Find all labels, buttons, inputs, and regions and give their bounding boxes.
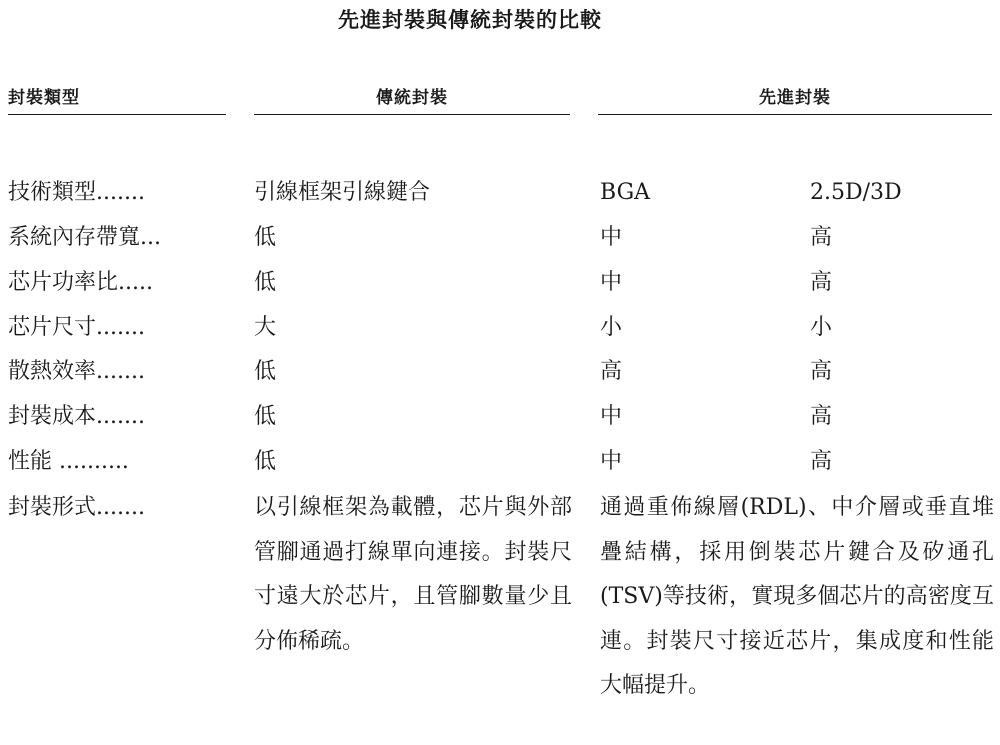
advanced-performance-a: 中 (600, 449, 623, 474)
advanced-package-form: 通過重佈線層(RDL)、中介層或垂直堆疊結構，採用倒裝芯片鍵合及矽通孔(TSV)等技術，實現多個芯片的高密度互連。封裝尺寸接近芯片，集成度和性能大幅提升。 (600, 495, 994, 698)
row-label-power-ratio: 芯片功率比..... (8, 270, 153, 295)
advanced-heat-efficiency-a: 高 (600, 359, 623, 384)
advanced-chip-size-b: 小 (810, 315, 833, 340)
traditional-package-form: 以引線框架為載體，芯片與外部管腳通過打線單向連接。封裝尺寸遠大於芯片，且管腳數量少且分佈稀疏。 (254, 495, 572, 654)
row-label-technology: 技術類型....... (8, 180, 145, 205)
row-label-package-form: 封裝形式....... (8, 495, 145, 520)
row-label-chip-size: 芯片尺寸....... (8, 315, 145, 340)
advanced-memory-bandwidth-b: 高 (810, 225, 833, 250)
page-title: 先進封裝與傳統封裝的比較 (338, 8, 602, 32)
row-label-memory-bandwidth: 系統內存帶寬... (8, 225, 161, 250)
advanced-technology-a: BGA (600, 180, 651, 205)
row-label-performance: 性能 .......... (8, 449, 129, 474)
header-traditional: 傳統封裝 (254, 86, 570, 115)
advanced-chip-size-a: 小 (600, 315, 623, 340)
advanced-memory-bandwidth-a: 中 (600, 225, 623, 250)
advanced-power-ratio-b: 高 (810, 270, 833, 295)
traditional-technology: 引線框架引線鍵合 (254, 180, 431, 205)
advanced-power-ratio-a: 中 (600, 270, 623, 295)
advanced-package-cost-a: 中 (600, 404, 623, 429)
row-label-heat-efficiency: 散熱效率....... (8, 359, 145, 384)
header-advanced: 先進封裝 (598, 86, 992, 115)
traditional-performance: 低 (254, 449, 277, 474)
advanced-performance-b: 高 (810, 449, 833, 474)
traditional-chip-size: 大 (254, 315, 277, 340)
header-package-type: 封裝類型 (8, 86, 226, 115)
traditional-package-cost: 低 (254, 404, 277, 429)
traditional-power-ratio: 低 (254, 270, 277, 295)
row-label-package-cost: 封裝成本....... (8, 404, 145, 429)
advanced-package-cost-b: 高 (810, 404, 833, 429)
advanced-heat-efficiency-b: 高 (810, 359, 833, 384)
traditional-memory-bandwidth: 低 (254, 225, 277, 250)
advanced-technology-b: 2.5D/3D (810, 180, 902, 205)
traditional-heat-efficiency: 低 (254, 359, 277, 384)
